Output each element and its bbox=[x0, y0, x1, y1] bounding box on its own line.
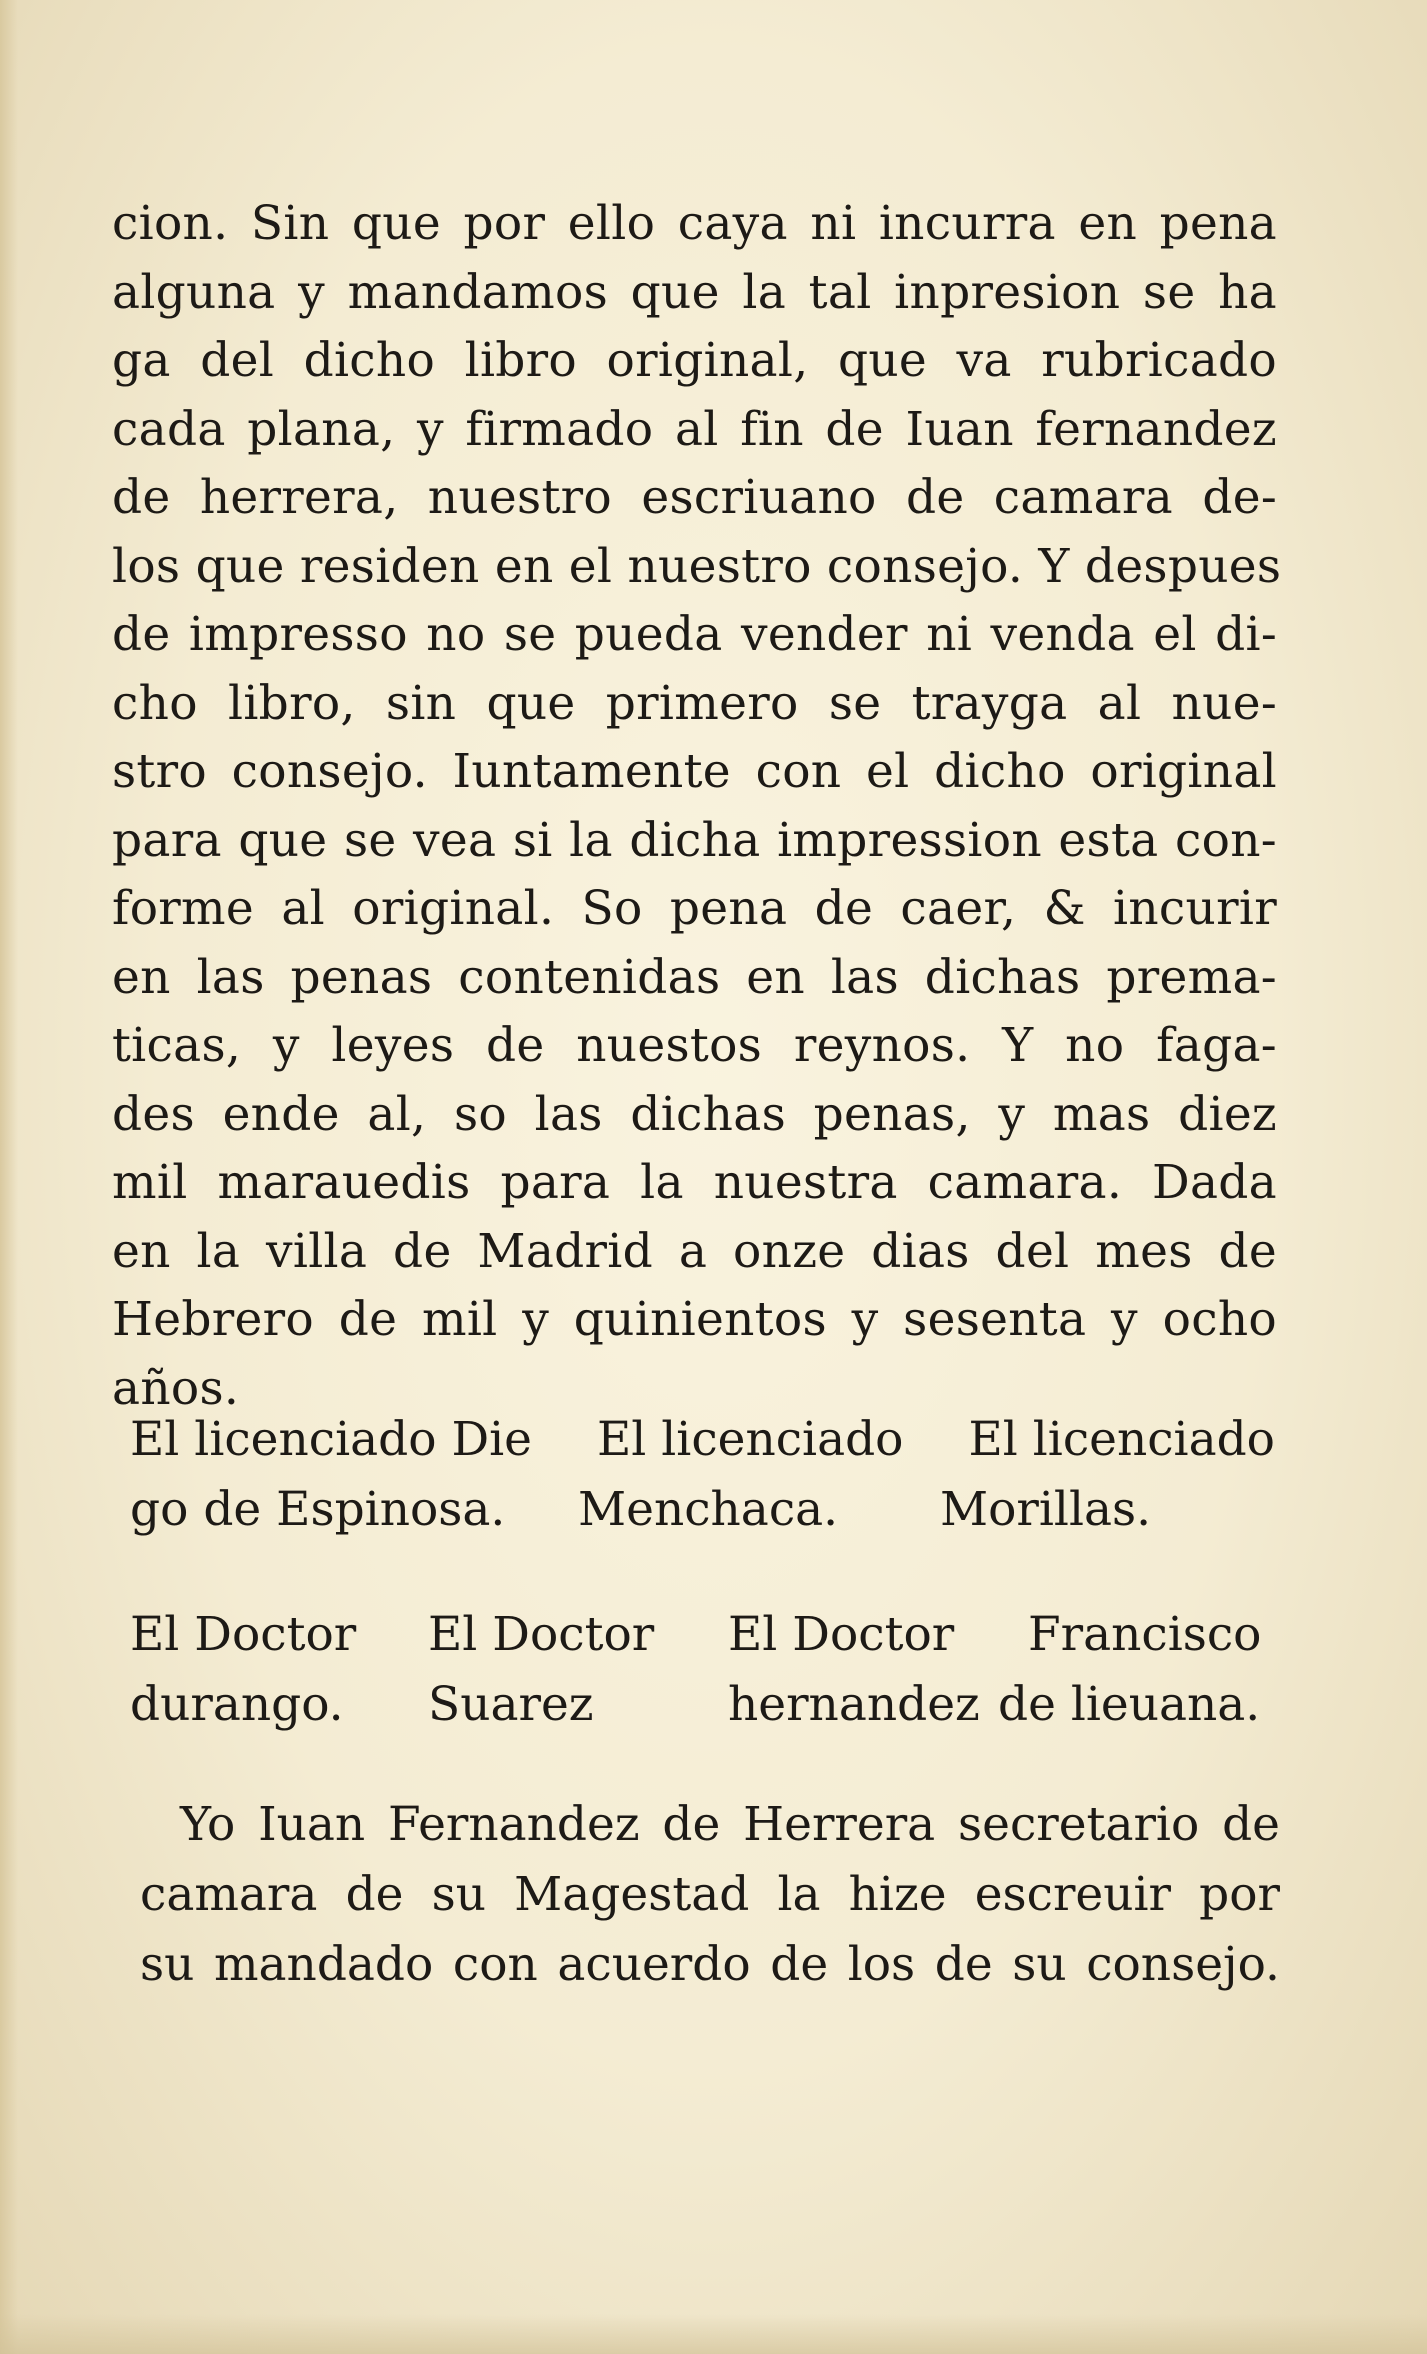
signature-name: durango. bbox=[130, 1677, 344, 1732]
signatures-doctores bbox=[130, 1600, 1275, 1740]
signature-name: Morillas. bbox=[940, 1482, 1152, 1537]
text-line: cho libro, sin que primero se trayga al nue- bbox=[112, 675, 1277, 731]
text-line: stro consejo. Iuntamente con el dicho original bbox=[112, 744, 1277, 799]
signature-names-row bbox=[130, 1670, 1275, 1740]
page-bottom-shadow bbox=[0, 2314, 1427, 2354]
signature-titles-row bbox=[130, 1600, 1275, 1670]
text-line: para que se vea si la dicha impression esta con- bbox=[112, 812, 1277, 868]
text-line: des ende al, so las dichas penas, y mas diez bbox=[112, 1086, 1277, 1142]
text-line: los que residen en el nuestro consejo. Y despues bbox=[112, 538, 1282, 594]
text-line: ga del dicho libro original, que va rubricado bbox=[112, 333, 1277, 388]
signature-name: Suarez bbox=[428, 1677, 594, 1732]
text-line: camara de su Magestad la hize escreuir por bbox=[140, 1867, 1280, 1922]
text-line: ticas, y leyes de nuestos reynos. Y no faga- bbox=[112, 1018, 1277, 1073]
text-line: Yo Iuan Fernandez de Herrera secretario de bbox=[180, 1797, 1280, 1852]
signature-titles-row bbox=[130, 1405, 1275, 1475]
decree-text bbox=[112, 190, 1282, 1423]
text-line: alguna y mandamos que la tal inpresion se ha bbox=[112, 264, 1277, 320]
signature-title: El Doctor bbox=[728, 1607, 955, 1662]
text-line: cada plana, y firmado al fin de Iuan fernandez bbox=[112, 401, 1277, 457]
secretary-attestation bbox=[140, 1790, 1280, 2000]
text-line: cion. Sin que por ello caya ni incurra en pena bbox=[112, 196, 1277, 251]
text-line: en las penas contenidas en las dichas prema- bbox=[112, 949, 1277, 1005]
signature-title: El licenciado bbox=[968, 1412, 1275, 1467]
text-line: de herrera, nuestro escriuano de camara de- bbox=[112, 470, 1277, 525]
signature-name: go de Espinosa. bbox=[130, 1482, 506, 1537]
text-line: en la villa de Madrid a onze dias del mes de bbox=[112, 1223, 1277, 1279]
text-line: Hebrero de mil y quinientos y sesenta y ocho bbox=[112, 1292, 1277, 1347]
text-line: su mandado con acuerdo de los de su consejo. bbox=[140, 1937, 1280, 1992]
signature-title: El licenciado Die bbox=[130, 1412, 532, 1467]
signature-names-row bbox=[130, 1475, 1275, 1545]
signature-name: hernandez bbox=[728, 1677, 980, 1732]
signature-name: de lieuana. bbox=[998, 1677, 1261, 1732]
signature-title: El Doctor bbox=[428, 1607, 655, 1662]
text-line: mil marauedis para la nuestra camara. Dada bbox=[112, 1155, 1277, 1210]
signature-name: Menchaca. bbox=[578, 1482, 839, 1537]
signature-title: El Doctor bbox=[130, 1607, 357, 1662]
text-line: de impresso no se pueda vender ni venda el di- bbox=[112, 607, 1277, 662]
signatures-licenciados bbox=[130, 1405, 1275, 1545]
signature-title: El licenciado bbox=[596, 1412, 904, 1467]
page-edge-shadow bbox=[0, 0, 18, 2354]
text-line: años. bbox=[112, 1360, 240, 1416]
signature-title: Francisco bbox=[1028, 1607, 1262, 1662]
text-line: forme al original. So pena de caer, & incurir bbox=[112, 881, 1277, 936]
